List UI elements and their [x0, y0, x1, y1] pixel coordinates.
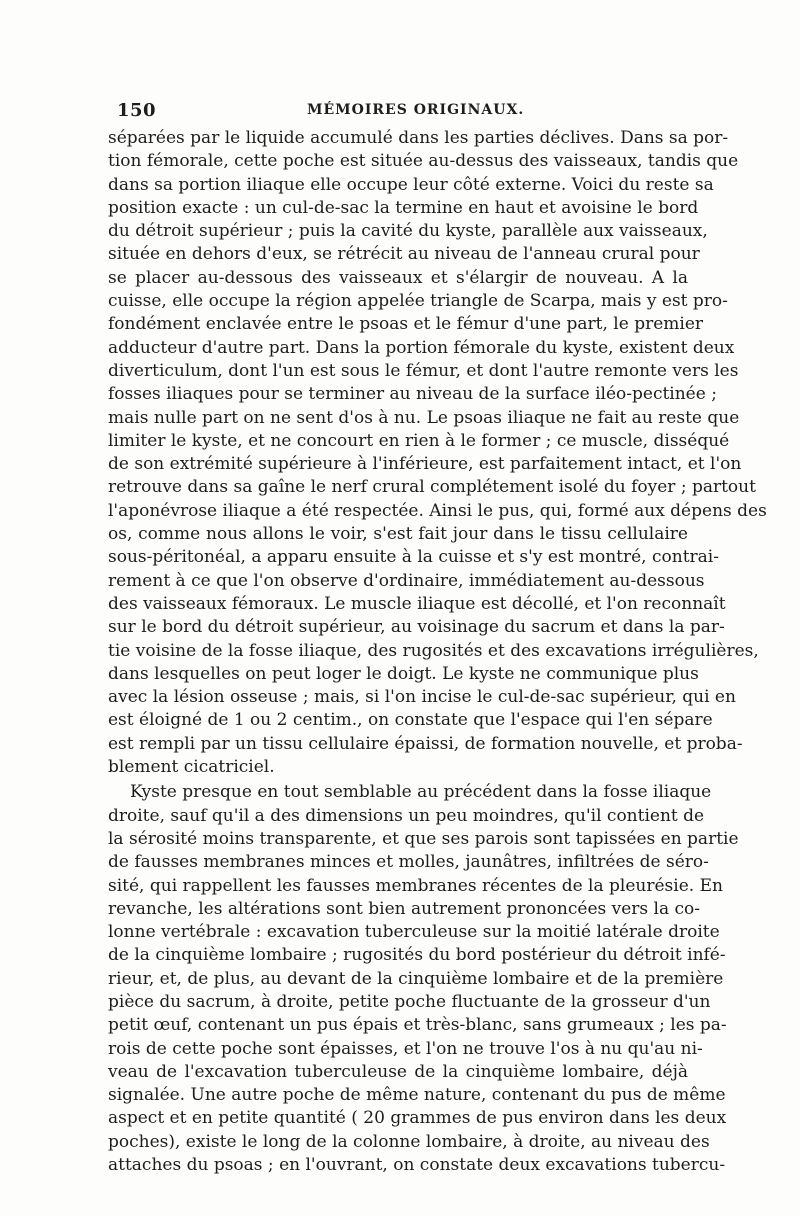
text-line: mais nulle part on ne sent d'os à nu. Le psoas iliaque ne fait au reste que [108, 407, 740, 428]
text-line: revanche, les altérations sont bien autrement prononcées vers la co- [108, 898, 701, 919]
page-header [117, 100, 687, 124]
text-line: position exacte : un cul-de-sac la termine en haut et avoisine le bord [108, 197, 699, 218]
text-line: des vaisseaux fémoraux. Le muscle iliaque est décollé, et l'on reconnaît [108, 593, 726, 614]
text-line: limiter le kyste, et ne concourt en rien à le former ; ce muscle, disséqué [108, 430, 730, 451]
text-line: veau de l'excavation tuberculeuse de la cinquième lombaire, déjà [108, 1061, 688, 1082]
text-line: dans lesquelles on peut loger le doigt. Le kyste ne communique plus [108, 663, 699, 684]
text-line: sous-péritonéal, a apparu ensuite à la cuisse et s'y est montré, contrai- [108, 547, 719, 568]
text-line: séparées par le liquide accumulé dans les parties déclives. Dans sa por- [108, 128, 729, 148]
text-line: de la cinquième lombaire ; rugosités du bord postérieur du détroit infé- [108, 945, 726, 966]
text-line: pièce du sacrum, à droite, petite poche fluctuante de la grosseur d'un [108, 991, 711, 1012]
text-line: tie voisine de la fosse iliaque, des rugosités et des excavations irrégulières, [108, 640, 759, 661]
text-line: dans sa portion iliaque elle occupe leur côté externe. Voici du reste sa [108, 174, 714, 195]
text-line: fondément enclavée entre le psoas et le fémur d'une part, le premier [108, 314, 704, 335]
text-line: rieur, et, de plus, au devant de la cinquième lombaire et de la première [108, 968, 724, 989]
text-line: Kyste presque en tout semblable au précédent dans la fosse iliaque [130, 782, 712, 803]
text-line: aspect et en petite quantité ( 20 grammes de pus environ dans les deux [108, 1108, 727, 1129]
text-line: lonne vertébrale : excavation tuberculeuse sur la moitié latérale droite [108, 922, 720, 943]
text-line: est éloigné de 1 ou 2 centim., on constate que l'espace qui l'en sépare [108, 710, 713, 731]
text-line: de son extrémité supérieure à l'inférieure, est parfaitement intact, et l'on [108, 454, 742, 475]
text-line: os, comme nous allons le voir, s'est fait jour dans le tissu cellulaire [108, 524, 688, 545]
paragraph-1 [108, 127, 767, 779]
text-line: sité, qui rappellent les fausses membranes récentes de la pleurésie. En [108, 875, 723, 896]
body-text [108, 127, 767, 1177]
text-line: blement cicatriciel. [108, 757, 275, 778]
running-head: MÉMOIRES ORIGINAUX. [307, 102, 525, 118]
text-line: attaches du psoas ; en l'ouvrant, on constate deux excavations tubercu- [108, 1155, 726, 1176]
text-line: l'aponévrose iliaque a été respectée. Ainsi le pus, qui, formé aux dépens des [108, 500, 767, 521]
text-line: sur le bord du détroit supérieur, au voisinage du sacrum et dans la par- [108, 617, 725, 638]
text-line: fosses iliaques pour se terminer au niveau de la surface iléo-pectinée ; [108, 384, 717, 405]
text-line: signalée. Une autre poche de même nature, contenant du pus de même [108, 1085, 726, 1106]
text-line: rement à ce que l'on observe d'ordinaire, immédiatement au-dessous [108, 570, 705, 591]
text-line: rois de cette poche sont épaisses, et l'on ne trouve l'os à nu qu'au ni- [108, 1038, 703, 1059]
text-line: située en dehors d'eux, se rétrécit au niveau de l'anneau crural pour [108, 244, 700, 265]
text-line: avec la lésion osseuse ; mais, si l'on incise le cul-de-sac supérieur, qui en [108, 687, 736, 708]
text-line: poches), existe le long de la colonne lombaire, à droite, au niveau des [108, 1131, 710, 1152]
text-line: cuisse, elle occupe la région appelée triangle de Scarpa, mais y est pro- [108, 291, 728, 312]
text-line: se placer au-dessous des vaisseaux et s'élargir de nouveau. A la [108, 267, 688, 288]
text-line: tion fémorale, cette poche est située au-dessus des vaisseaux, tandis que [108, 151, 739, 172]
text-line: du détroit supérieur ; puis la cavité du kyste, parallèle aux vaisseaux, [108, 221, 708, 242]
text-line: petit œuf, contenant un pus épais et très-blanc, sans grumeaux ; les pa- [108, 1015, 727, 1036]
text-line: de fausses membranes minces et molles, jaunâtres, infiltrées de séro- [108, 852, 709, 873]
text-line: adducteur d'autre part. Dans la portion fémorale du kyste, existent deux [108, 337, 735, 358]
text-line: la sérosité moins transparente, et que ses parois sont tapissées en partie [108, 828, 739, 849]
paragraph-2 [108, 781, 739, 1177]
text-line: retrouve dans sa gaîne le nerf crural complétement isolé du foyer ; partout [108, 477, 756, 498]
text-line: diverticulum, dont l'un est sous le fémur, et dont l'autre remonte vers les [108, 360, 739, 381]
text-line: droite, sauf qu'il a des dimensions un peu moindres, qu'il contient de [108, 805, 705, 826]
page-number: 150 [117, 100, 157, 121]
text-line: est rempli par un tissu cellulaire épaissi, de formation nouvelle, et proba- [108, 733, 743, 754]
